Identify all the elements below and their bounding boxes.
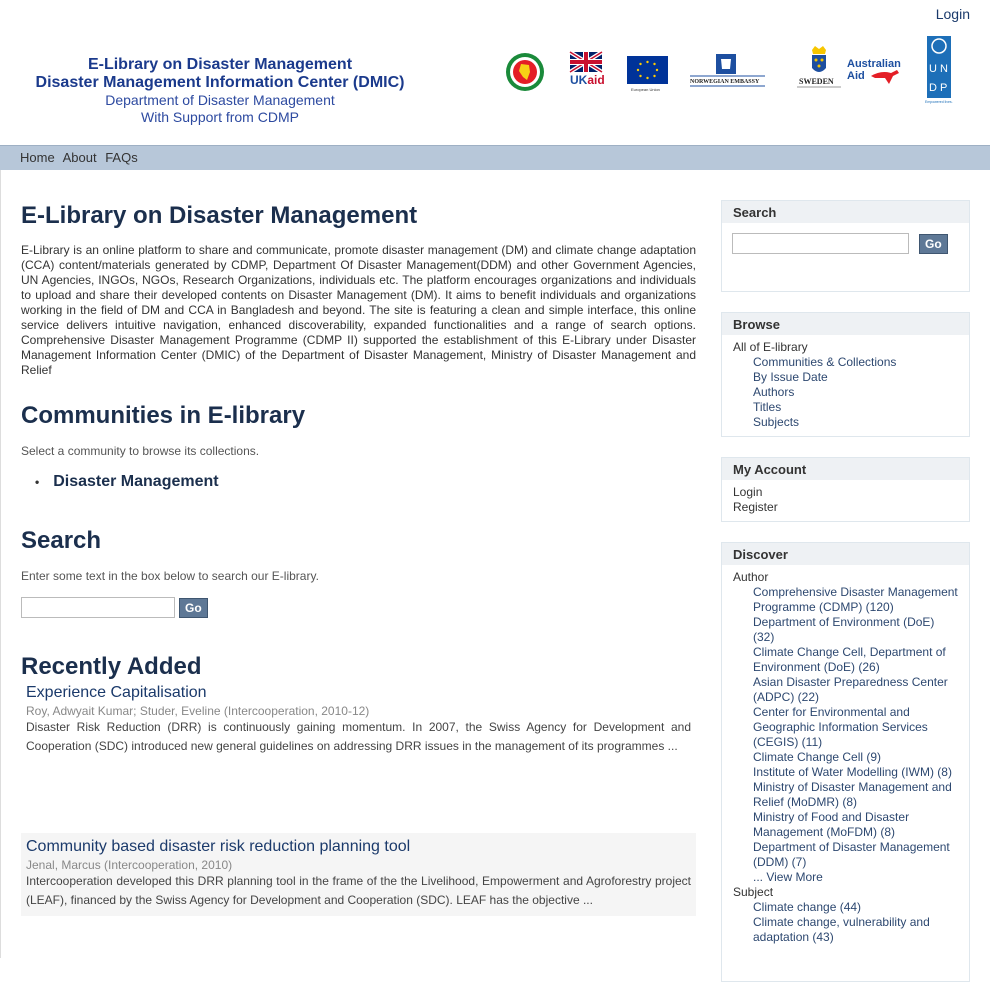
- sidebar-search-go-button[interactable]: Go: [919, 234, 948, 254]
- norwegian-embassy-logo: [690, 54, 765, 90]
- search-heading: Search: [21, 527, 102, 554]
- main-search-section: [21, 527, 319, 618]
- recent-item-title[interactable]: Experience Capitalisation: [26, 684, 207, 701]
- sidebar-search-box: [721, 200, 970, 292]
- svg-text:NORWEGIAN EMBASSY: NORWEGIAN EMBASSY: [690, 79, 760, 85]
- recent-item: [21, 833, 696, 916]
- ukaid-logo: [570, 52, 605, 88]
- svg-text:UKaid: UKaid: [570, 73, 605, 87]
- site-header: [0, 28, 990, 145]
- discover-subject-item[interactable]: Climate change (44): [753, 900, 862, 914]
- discover-author-item[interactable]: Department of Disaster Management (DDM) (7): [753, 840, 950, 869]
- discover-heading: Discover: [722, 543, 969, 565]
- nav-about[interactable]: About: [62, 150, 97, 165]
- sidebar-browse-box: [721, 312, 970, 437]
- site-title-line2: Disaster Management Information Center (DMIC): [35, 74, 405, 91]
- svg-text:SWEDEN: SWEDEN: [799, 77, 834, 86]
- recent-item-abstract: Disaster Risk Reduction (DRR) is continuously gaining momentum. In 2007, the Swiss Agency for Development and Cooperation (SDC) introduced new general guidelines on addressing DRR issues in the management of its programmes ...: [26, 720, 691, 753]
- search-subtitle: Enter some text in the box below to search our E-library.: [21, 569, 319, 583]
- account-register-link[interactable]: Register: [733, 500, 778, 514]
- main-content: [0, 170, 710, 958]
- community-link-disaster-management[interactable]: Disaster Management: [53, 473, 219, 490]
- account-list: [722, 480, 969, 520]
- community-list: [35, 473, 305, 491]
- recent-item-meta: Jenal, Marcus (Intercooperation, 2010): [26, 858, 233, 872]
- svg-text:European Union: European Union: [631, 87, 660, 92]
- intro-paragraph: E-Library is an online platform to share and communicate, promote disaster management (DM) and climate change adaptation (CCA) content/materials generated by CDMP, Department Of Disaster Management(DDM) and other Government Agencies, UN Agencies, INGOs, NGOs, Research Organizations, individuals etc. The platform encourages organizations and individuals to upload and share their developed contents on Disaster Management (DM). It aims to benefit individuals and organizations working in the field of DM and CCA in Bangladesh and beyond. The site is featuring a clean and simple interface, this online service delivers intuitive navigation, enhanced discoverability, expanded functionalities and a range of search options. Comprehensive Disaster Management Programme (CDMP II) supported the establishment of this E-Library under Disaster Management Information Center (DMIC) of the Department of Disaster Management, Ministry of Disaster Management and Relief: [21, 243, 696, 377]
- site-title: [20, 56, 420, 126]
- main-search-go-button[interactable]: Go: [179, 598, 208, 618]
- site-title-line4: With Support from CDMP: [141, 109, 299, 125]
- main-navbar: [0, 145, 990, 170]
- svg-text:Empowered lives.: Empowered lives.: [925, 100, 953, 104]
- svg-text:Australian: Australian: [847, 58, 901, 70]
- recently-added-section: [21, 653, 201, 681]
- browse-by-issue-date[interactable]: By Issue Date: [753, 370, 828, 384]
- communities-heading: Communities in E-library: [21, 402, 306, 429]
- sidebar-discover-box: [721, 542, 970, 982]
- discover-author-item[interactable]: Climate Change Cell, Department of Environment (DoE) (26): [753, 645, 946, 674]
- sidebar-search-input[interactable]: [732, 233, 909, 254]
- discover-author-item[interactable]: Ministry of Disaster Management and Relief (MoDMR) (8): [753, 780, 952, 809]
- svg-text:D: D: [929, 82, 937, 94]
- browse-titles[interactable]: Titles: [753, 400, 782, 414]
- discover-author-item[interactable]: Institute of Water Modelling (IWM) (8): [753, 765, 952, 779]
- main-search-input[interactable]: [21, 597, 175, 618]
- sidebar-account-box: [721, 457, 970, 522]
- discover-author-item[interactable]: Department of Environment (DoE) (32): [753, 615, 935, 644]
- top-login-link[interactable]: Login: [935, 6, 970, 22]
- recent-item: [21, 679, 696, 762]
- sidebar-search-heading: Search: [722, 201, 969, 223]
- nav-faqs[interactable]: FAQs: [105, 150, 138, 165]
- browse-communities-collections[interactable]: Communities & Collections: [753, 355, 897, 369]
- recent-item-meta: Roy, Adwyait Kumar; Studer, Eveline (Intercooperation, 2010-12): [26, 704, 370, 718]
- discover-author-item[interactable]: Climate Change Cell (9): [753, 750, 882, 764]
- discover-author-item[interactable]: Comprehensive Disaster Management Programme (CDMP) (120): [753, 585, 958, 614]
- recent-item-title[interactable]: Community based disaster risk reduction planning tool: [26, 838, 411, 855]
- discover-subject-item[interactable]: Climate change, vulnerability and adaptation (43): [753, 915, 930, 944]
- sweden-logo: [797, 44, 841, 88]
- undp-logo: [925, 36, 959, 106]
- browse-heading: Browse: [722, 313, 969, 335]
- browse-all-label: All of E-library: [733, 340, 808, 354]
- topbar: [0, 0, 990, 28]
- browse-authors[interactable]: Authors: [753, 385, 795, 399]
- svg-text:P: P: [940, 82, 948, 94]
- discover-list: [722, 565, 969, 950]
- bangladesh-govt-seal-logo: [505, 52, 545, 92]
- discover-author-item[interactable]: Asian Disaster Preparedness Center (ADPC) (22): [753, 675, 948, 704]
- discover-view-more-link[interactable]: ... View More: [753, 870, 823, 884]
- main-search-form: [21, 597, 319, 618]
- browse-subjects[interactable]: Subjects: [753, 415, 800, 429]
- australian-aid-logo: [847, 56, 907, 90]
- svg-text:N: N: [940, 63, 948, 75]
- recent-item-abstract: Intercooperation developed this DRR planning tool in the frame of the the Livelihood, Empowerment and Agroforestry project (LEAF), financed by the Swiss Agency for Development and Cooperation (SDC). LEAF has the objective ...: [26, 874, 691, 907]
- recently-added-heading: Recently Added: [21, 653, 202, 680]
- discover-author-label: Author: [733, 570, 769, 584]
- site-title-line1: E-Library on Disaster Management: [87, 56, 353, 73]
- discover-author-item[interactable]: Center for Environmental and Geographic Information Services (CEGIS) (11): [753, 705, 928, 749]
- nav-home[interactable]: Home: [20, 150, 55, 165]
- sidebar-search-form: [722, 223, 969, 264]
- svg-text:U: U: [929, 63, 937, 75]
- page-container: [0, 170, 990, 958]
- account-login-link[interactable]: Login: [733, 485, 763, 499]
- discover-author-item[interactable]: Ministry of Food and Disaster Management (MoFDM) (8): [753, 810, 910, 839]
- svg-text:Aid: Aid: [847, 70, 865, 82]
- page-title: E-Library on Disaster Management: [21, 202, 418, 229]
- communities-section: [21, 402, 305, 491]
- my-account-heading: My Account: [722, 458, 969, 480]
- bullet-icon: •: [35, 475, 40, 489]
- european-union-logo: [627, 56, 669, 92]
- discover-subject-label: Subject: [733, 885, 774, 899]
- browse-list: [722, 335, 969, 435]
- communities-subtitle: Select a community to browse its collections.: [21, 444, 260, 458]
- site-title-line3: Department of Disaster Management: [105, 92, 335, 108]
